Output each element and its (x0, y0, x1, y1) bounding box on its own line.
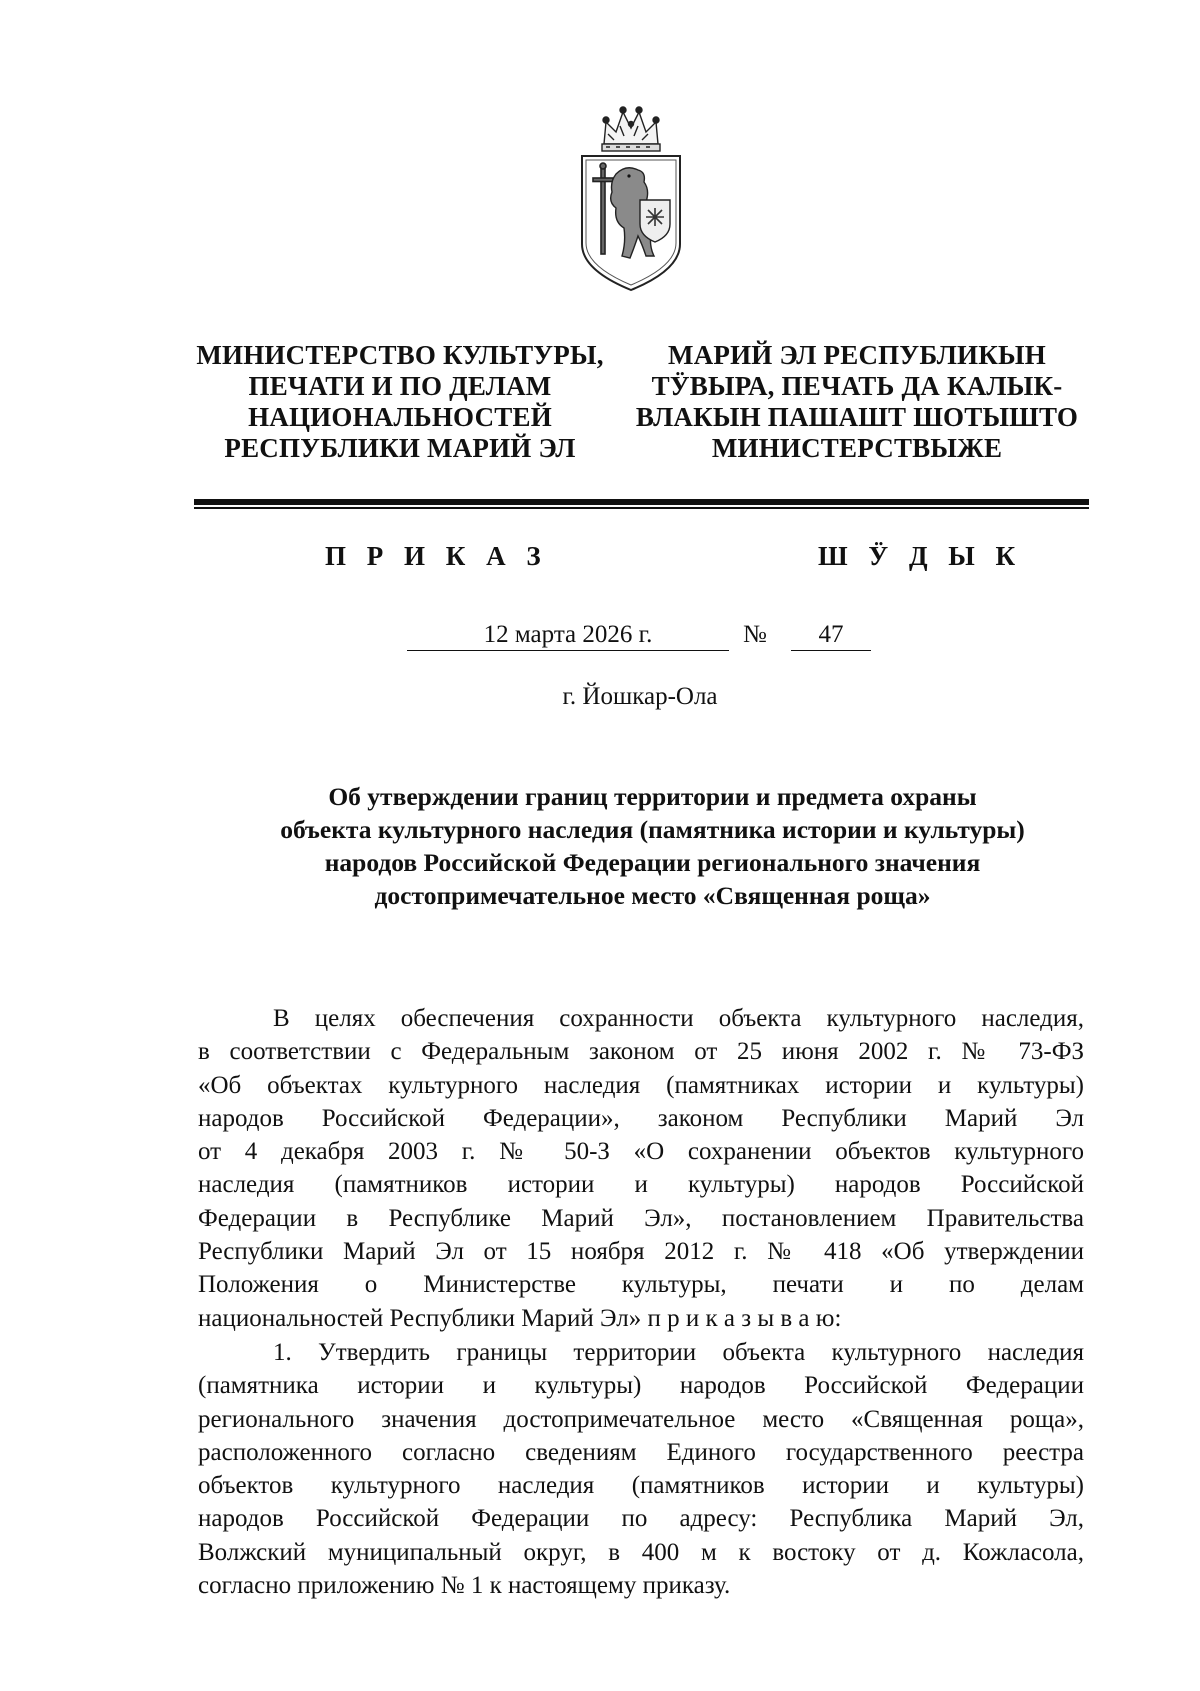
text-line: согласно приложению № 1 к настоящему приказу. (198, 1572, 731, 1600)
title-line: достопримечательное место «Священная роща» (374, 881, 931, 910)
ministry-mr-line: МАРИЙ ЭЛ РЕСПУБЛИКЫН (668, 340, 1046, 370)
text-line: регионального значения достопримечательное место «Священная роща», (198, 1405, 1084, 1433)
preamble-paragraph (198, 1002, 1084, 1335)
text-line: расположенного согласно сведениям Единого государственного реестра (198, 1438, 1084, 1466)
text-line: «Об объектах культурного наследия (памятниках истории и культуры) (198, 1071, 1084, 1099)
document-title (160, 780, 1145, 912)
city-name: г. Йошкар-Ола (562, 683, 718, 710)
text-line: Волжский муниципальный округ, в 400 м к востоку от д. Кожласола, (198, 1538, 1084, 1566)
title-line: объекта культурного наследия (памятника истории и культуры) (280, 815, 1025, 844)
title-line: Об утверждении границ территории и предмета охраны (328, 782, 977, 811)
text-line: наследия (памятников истории и культуры) народов Российской (198, 1171, 1084, 1199)
ministry-ru-line: МИНИСТЕРСТВО КУЛЬТУРЫ, (196, 340, 604, 370)
text-line: от 4 декабря 2003 г. № 50-З «О сохранении объектов культурного (198, 1138, 1084, 1166)
header-divider-thick (194, 499, 1089, 505)
text-line: объектов культурного наследия (памятников истории и культуры) (198, 1472, 1084, 1500)
coat-of-arms-icon (576, 104, 686, 294)
text-line: народов Российской Федерации», законом Республики Марий Эл (198, 1104, 1084, 1132)
document-type-mari: Ш Ӱ Д Ы К (818, 541, 1023, 571)
text-line: Федерации в Республике Марий Эл», постановлением Правительства (198, 1204, 1084, 1232)
title-line: народов Российской Федерации регионального значения (324, 848, 981, 877)
ministry-ru-line: РЕСПУБЛИКИ МАРИЙ ЭЛ (224, 433, 576, 463)
text-line: (памятника истории и культуры) народов Российской Федерации (198, 1372, 1084, 1400)
clause-1-paragraph (198, 1336, 1084, 1602)
text-line: народов Российской Федерации по адресу: Республика Марий Эл, (198, 1505, 1084, 1533)
order-date: 12 марта 2026 г. (407, 620, 729, 651)
ministry-name-mari (612, 340, 1102, 464)
ministry-mr-line: МИНИСТЕРСТВЫЖЕ (711, 433, 1003, 463)
text-line: Республики Марий Эл от 15 ноября 2012 г. № 418 «Об утверждении (198, 1238, 1084, 1266)
text-line: 1. Утвердить границы территории объекта культурного наследия (273, 1339, 1084, 1366)
text-line: национальностей Республики Марий Эл» п р и к а з ы в а ю: (198, 1304, 842, 1332)
text-line: В целях обеспечения сохранности объекта культурного наследия, (273, 1005, 1084, 1032)
order-number: 47 (791, 620, 871, 651)
ministry-mr-line: ВЛАКЫН ПАШАШТ ШОТЫШТО (635, 402, 1079, 432)
ministry-ru-line: ПЕЧАТИ И ПО ДЕЛАМ (248, 371, 552, 401)
ministry-ru-line: НАЦИОНАЛЬНОСТЕЙ (248, 402, 552, 432)
text-line: Положения о Министерстве культуры, печати и по делам (198, 1271, 1084, 1299)
header-divider-thin (194, 507, 1089, 509)
ministry-mr-line: ТӰВЫРА, ПЕЧАТЬ ДА КАЛЫК- (651, 371, 1063, 401)
number-sign: № (743, 621, 767, 648)
document-type-russian: П Р И К А З (325, 541, 548, 571)
ministry-name-russian (175, 340, 625, 464)
text-line: в соответствии с Федеральным законом от 25 июня 2002 г. № 73-ФЗ (198, 1038, 1084, 1066)
